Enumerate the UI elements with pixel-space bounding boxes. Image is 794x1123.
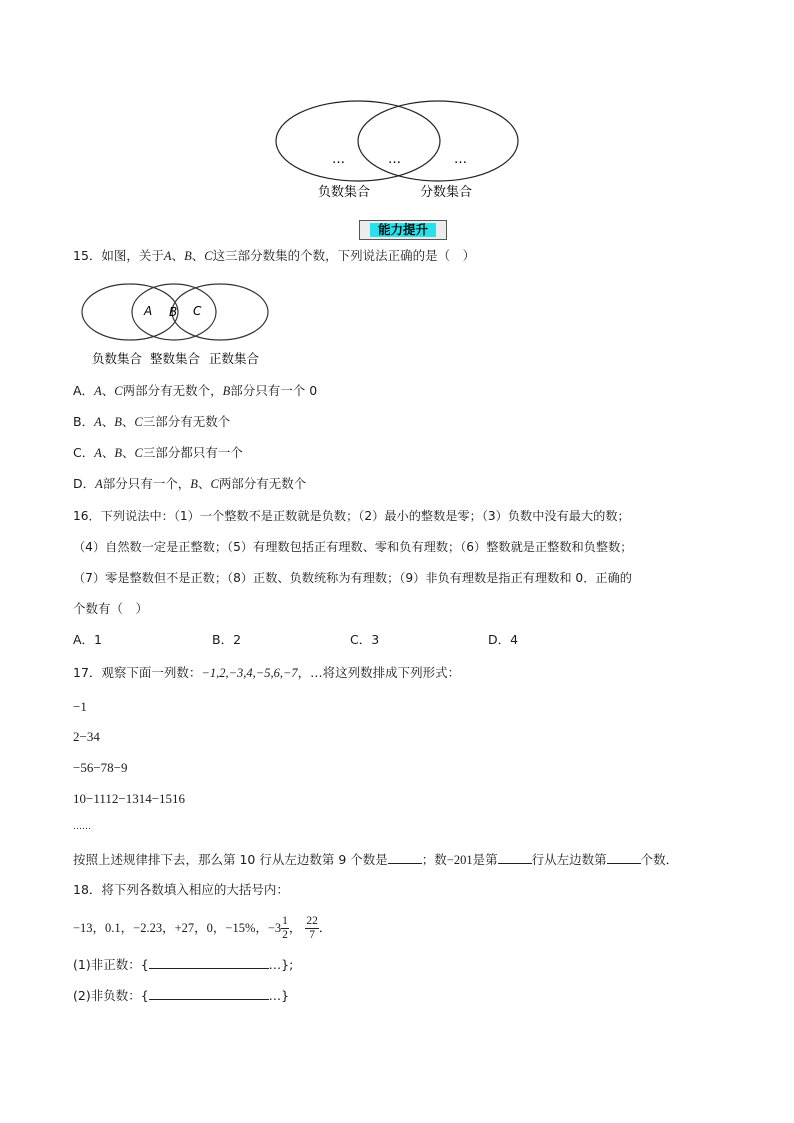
fraction-one-half: $\frac{1}{2}$ <box>282 915 288 941</box>
region-a-label: A <box>144 304 153 318</box>
q15-stem: 15．如图，关于A、B、C这三部分数集的个数，下列说法正确的是（ ） <box>73 248 476 263</box>
q16-line-1: 16．下列说法中：（1）一个整数不是正数就是负数；（2）最小的整数是零；（3）负数中没有最大的数； <box>73 509 630 523</box>
dots-left: … <box>332 152 345 167</box>
q16-option-b[interactable]: B．2 <box>212 632 242 647</box>
fraction-twenty-two-sevenths: $\frac{22}{7}$ <box>306 915 318 941</box>
q16-option-c[interactable]: C．3 <box>350 632 380 647</box>
q16-line-3: （7）零是整数但不是正数；（8）正数、负数统称为有理数；（9）非负有理数是指正有理数和 0．正确的 <box>73 571 632 585</box>
q17-blank-3[interactable] <box>607 850 641 864</box>
ellipse-negative-set <box>82 284 178 340</box>
section-badge <box>359 220 447 240</box>
q16-option-d[interactable]: D．4 <box>488 632 519 647</box>
q17-blank-2[interactable] <box>498 850 532 864</box>
venn-diagram-q15 <box>78 282 278 368</box>
q18-title: 18．将下列各数填入相应的大括号内： <box>73 882 289 897</box>
q15-option-a[interactable]: A．A、C两部分有无数个，B部分只有一个 0 <box>73 383 318 398</box>
dots-right: … <box>454 152 467 167</box>
ellipse-fraction <box>358 101 518 181</box>
dots-middle: … <box>388 152 401 167</box>
q18-blank-non-positive[interactable] <box>149 955 269 969</box>
q15-option-d[interactable]: D．A部分只有一个，B、C两部分有无数个 <box>73 476 307 491</box>
ellipse-positive-set <box>172 284 268 340</box>
label-integer-set: 整数集合 <box>150 351 201 366</box>
q18-item-1: (1)非正数：{ …}; <box>73 957 294 972</box>
label-negative-set: 负数集合 <box>92 351 143 366</box>
q17-row-4: 10−1112−1314−1516 <box>73 791 186 806</box>
q17-stem: 17．观察下面一列数：−1,2,−3,4,−5,6,−7，…将这列数排成下列形式： <box>73 665 461 680</box>
q18-item-2: (2)非负数：{ …} <box>73 988 290 1003</box>
q16-option-a[interactable]: A．1 <box>73 632 103 647</box>
q15-option-b[interactable]: B．A、B、C三部分有无数个 <box>73 414 231 429</box>
q18-number-list: −13，0.1，−2.23，+27，0，−15%，−3 $\frac{1}{2}$ ， $\frac{22}{7}$ ． <box>73 915 332 941</box>
section-badge-label: 能力提升 <box>370 223 436 237</box>
q17-row-3: −56−78−9 <box>73 760 128 775</box>
q17-row-2: 2−34 <box>73 729 100 744</box>
q17-row-1: −1 <box>73 699 87 714</box>
q18-blank-non-negative[interactable] <box>149 986 269 1000</box>
region-b-label: B <box>169 305 178 319</box>
region-c-label: C <box>193 304 202 318</box>
q17-blank-1[interactable] <box>388 850 422 864</box>
label-positive-set: 正数集合 <box>209 351 260 366</box>
venn-diagram-top <box>270 100 530 210</box>
q16-line-4: 个数有（ ） <box>73 601 149 616</box>
q17-question: 按照上述规律排下去，那么第 10 行从左边数第 9 个数是 ；数−201是第 行从左边数第 个数． <box>73 852 679 867</box>
q16-line-2: （4）自然数一定是正整数；（5）有理数包括正有理数、零和负有理数；（6）整数就是正整数和负整数； <box>73 540 633 554</box>
label-negative-set: 负数集合 <box>318 185 371 200</box>
label-fraction-set: 分数集合 <box>420 185 473 200</box>
q17-ellipsis: …… <box>73 822 91 832</box>
q15-option-c[interactable]: C．A、B、C三部分都只有一个 <box>73 445 243 460</box>
